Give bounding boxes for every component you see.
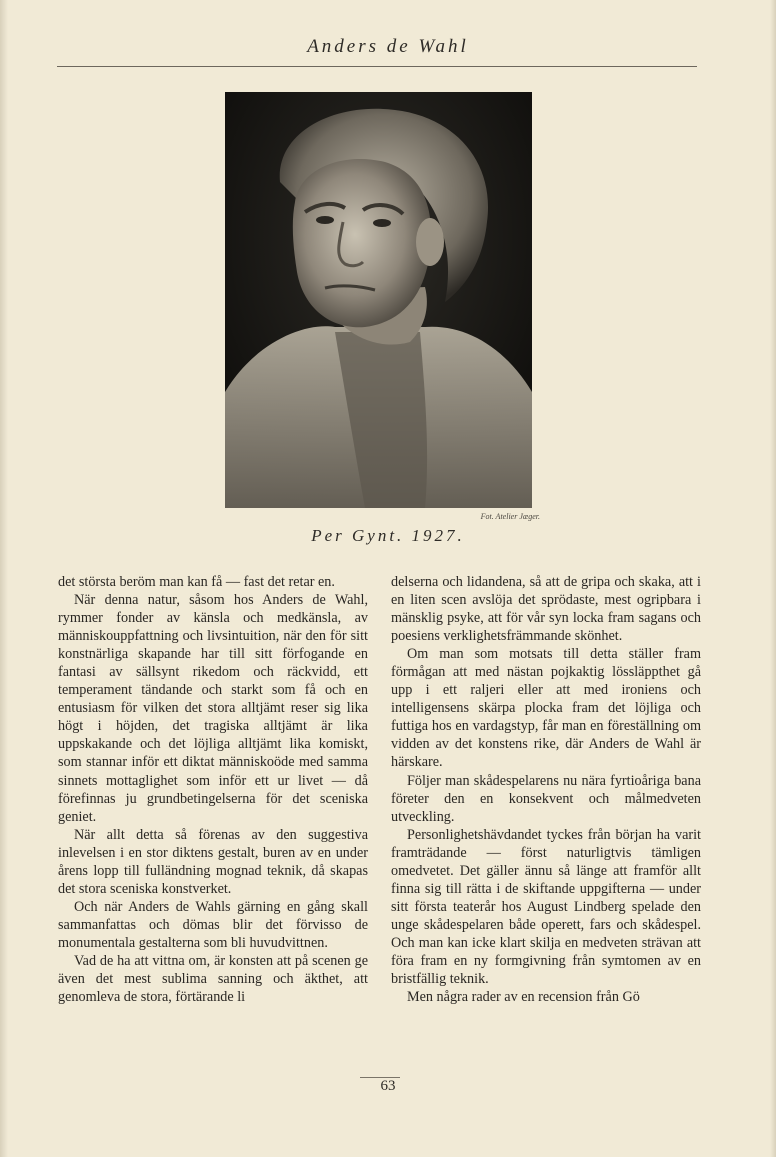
portrait-photograph xyxy=(225,92,532,508)
page-edge-shadow-right xyxy=(770,0,776,1157)
paragraph: Följer man skådespelarens nu nära fyrtioåriga bana företer den en konsekvent och målmedveten utveckling. xyxy=(391,772,701,825)
photo-credit: Fot. Atelier Jæger. xyxy=(480,512,540,521)
paragraph: Personlighetshävdandet tyckes från början ha varit framträdande — först naturligtvis tämligen omedvetet. Det gäller ännu så länge att framför allt finna sig till rätta i de skiftande uppgifterna — under sitt första teaterår hos August Lindberg spelade den unge skådespelaren både operett, fars och skådespel. Och man kan icke klart skilja en medveten strävan att föra fram en ny formgivning från symtomen av en bristfällig teknik. xyxy=(391,826,701,988)
page-edge-shadow-left xyxy=(0,0,8,1157)
paragraph: Och när Anders de Wahls gärning en gång skall sammanfattas och dömas blir det förvisso de monumentala gestalterna som bli huvudvittnen. xyxy=(58,898,368,951)
paragraph: När allt detta så förenas av den suggestiva inlevelsen i en stor diktens gestalt, buren av en under årens lopp till fulländning mognad teknik, då skapas det stora sceniska konstverket. xyxy=(58,826,368,897)
paragraph: delserna och lidandena, så att de gripa och skaka, att i en liten scen avslöja det sprödaste, mest ogripbara i mänsklig psyke, att för vår syn locka fram sagans och poesiens verklighetsfrämmande skönhet. xyxy=(391,574,701,645)
header-rule xyxy=(57,66,697,67)
paragraph: Om man som motsats till detta ställer fram förmågan att med nästan pojkaktig lössläppthet gå upp i ett raljeri eller att med ironiens och intelligensens skärpa plocka fram det löjliga och futtiga hos en vardagstyp, får man en föreställning om vidden av det konstens rike, där Anders de Wahl är härskare. xyxy=(391,646,701,771)
paragraph: det största beröm man kan få — fast det retar en. xyxy=(58,574,335,590)
photo-caption: Per Gynt. 1927. xyxy=(311,526,465,545)
paragraph: Vad de ha att vittna om, är konsten att på scenen ge även det mest sublima sanning och äkthet, att genomleva de stora, förtärande li xyxy=(58,952,368,1006)
page-number: 63 xyxy=(380,1078,396,1094)
paragraph: När denna natur, såsom hos Anders de Wahl, rymmer fonder av känsla och medkänsla, av människouppfattning och livsintuition, när den för sitt konstnärliga skapande har till sitt förfogande en fantasi av sällsynt rikedom och räckvidd, ett temperament tändande och starkt som få och en entusiasm för vilken det stora alltjämt reser sig lika högt i höjden, det tragiska alltjämt är lika uppskakande och det löjliga alltjämt lika komiskt, som stannar inför ett diktat människoöde med samma sinnets mottaglighet som inför ett ur livet — då förefinnas ju grundbetingelserna för det sceniska geniet. xyxy=(58,592,368,825)
paragraph: Men några rader av en recension från Gö xyxy=(407,989,640,1006)
left-text-column xyxy=(58,573,368,1006)
running-head: Anders de Wahl xyxy=(307,36,469,57)
right-text-column xyxy=(391,573,701,1006)
